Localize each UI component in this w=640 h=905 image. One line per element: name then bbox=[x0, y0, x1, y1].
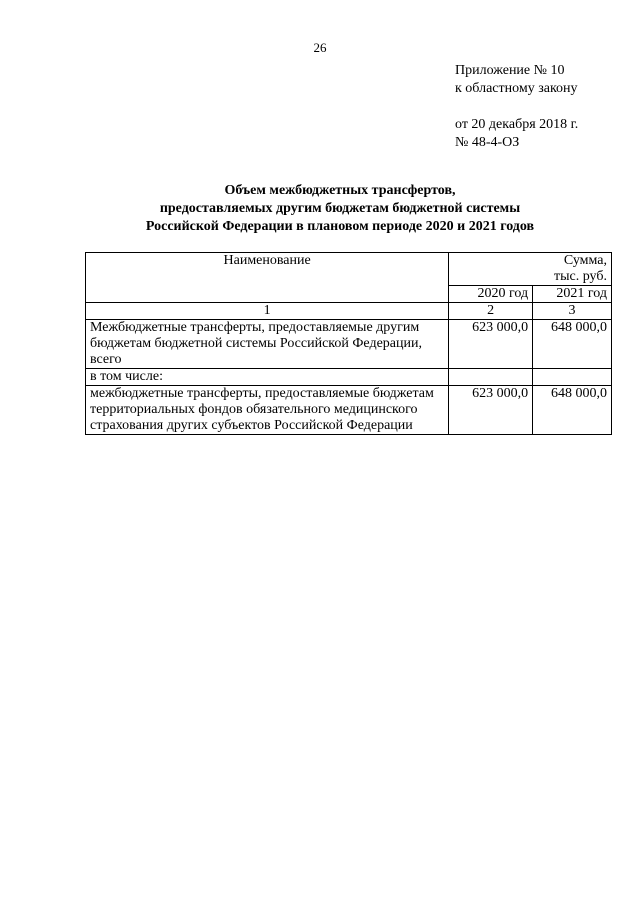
row-name: Межбюджетные трансферты, предоставляемые другим бюджетам бюджетной системы Российской Федерации, всего bbox=[86, 320, 449, 369]
row-name: в том числе: bbox=[86, 369, 449, 386]
annex-date: от 20 декабря 2018 г. bbox=[455, 117, 579, 132]
row-value-2020: 623 000,0 bbox=[449, 386, 533, 435]
table-row bbox=[86, 369, 612, 386]
annex-block bbox=[455, 62, 578, 152]
header-year-2020: 2020 год bbox=[449, 286, 533, 303]
annex-law: к областному закону bbox=[455, 81, 578, 96]
header-row bbox=[86, 253, 612, 286]
table-row bbox=[86, 386, 612, 435]
annex-number: № 48-4-ОЗ bbox=[455, 135, 520, 150]
title-line-3: Российской Федерации в плановом периоде 2020 и 2021 годов bbox=[145, 219, 535, 234]
column-number-2: 2 bbox=[449, 303, 533, 320]
row-name: межбюджетные трансферты, предоставляемые бюджетам территориальных фондов обязательного медицинского страхования других субъектов Российской Федерации bbox=[86, 386, 449, 435]
annex-title: Приложение № 10 bbox=[455, 63, 565, 78]
header-sum-label: Сумма, bbox=[563, 253, 607, 268]
header-year-2021: 2021 год bbox=[533, 286, 612, 303]
row-value-2021: 648 000,0 bbox=[533, 386, 612, 435]
column-numbers-row bbox=[86, 303, 612, 320]
row-value-2021: 648 000,0 bbox=[533, 320, 612, 369]
header-sum-unit: тыс. руб. bbox=[554, 269, 607, 284]
title-line-2: предоставляемых другим бюджетам бюджетной системы bbox=[159, 201, 521, 216]
transfers-table bbox=[85, 252, 612, 435]
row-value-2020 bbox=[449, 369, 533, 386]
title-line-1: Объем межбюджетных трансфертов, bbox=[224, 183, 456, 198]
header-sum bbox=[449, 253, 612, 286]
document-title bbox=[60, 182, 620, 236]
header-name: Наименование bbox=[86, 253, 449, 303]
page-number: 26 bbox=[313, 40, 327, 55]
row-value-2021 bbox=[533, 369, 612, 386]
column-number-1: 1 bbox=[86, 303, 449, 320]
column-number-3: 3 bbox=[533, 303, 612, 320]
row-value-2020: 623 000,0 bbox=[449, 320, 533, 369]
table-row bbox=[86, 320, 612, 369]
